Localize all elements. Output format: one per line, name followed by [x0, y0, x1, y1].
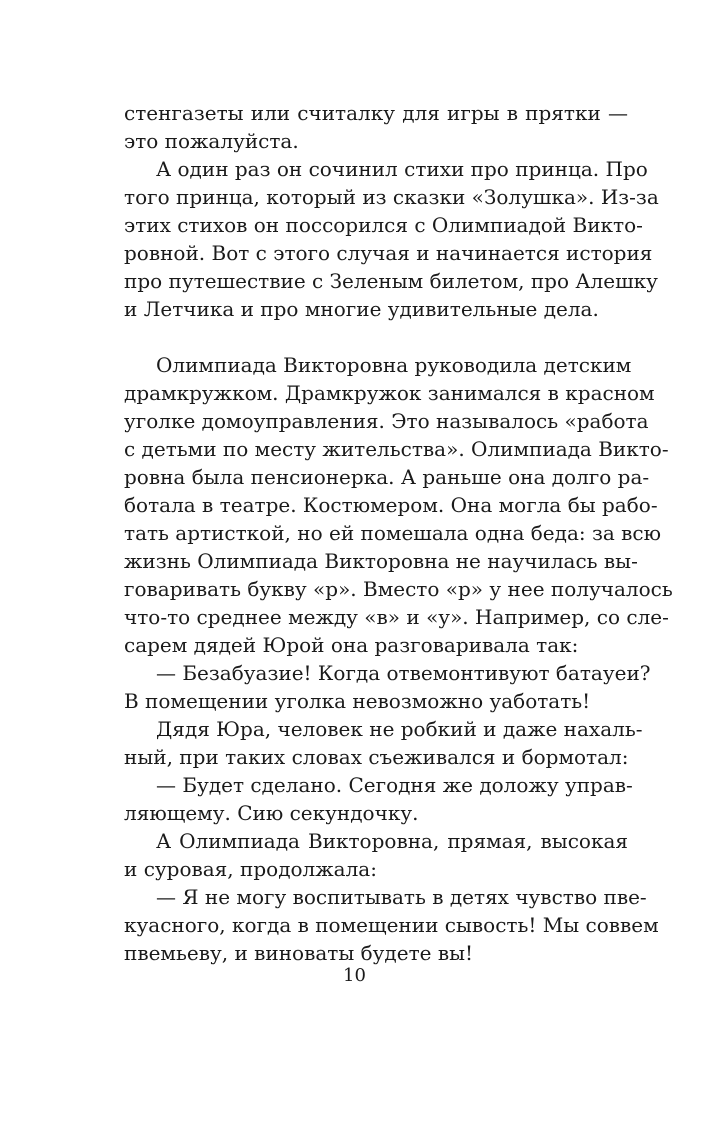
body-text — [124, 99, 673, 967]
text-line: — Безабуазие! Когда отвемонтивуют батауеи? — [156, 661, 651, 685]
text-line: что-то среднее между «в» и «у». Например, со сле- — [124, 605, 669, 629]
text-line: и Летчика и про многие удивительные дела. — [124, 297, 599, 321]
paragraph — [124, 715, 643, 771]
paragraph-gap — [124, 323, 628, 351]
text-line: это пожалуйста. — [124, 129, 299, 153]
text-line: жизнь Олимпиада Викторовна не научилась вы- — [124, 549, 638, 573]
text-line: пвемьеву, и виноваты будете вы! — [124, 941, 474, 965]
text-line: этих стихов он поссорился с Олимпиадой Викто- — [124, 213, 643, 237]
paragraph — [124, 155, 659, 323]
text-line: А один раз он сочинил стихи про принца. Про — [156, 157, 648, 181]
text-line: драмкружком. Драмкружок занимался в красном — [124, 381, 655, 405]
paragraph — [124, 883, 659, 967]
text-line: того принца, который из сказки «Золушка». Из-за — [124, 185, 659, 209]
text-line: ный, при таких словах съеживался и бормотал: — [124, 745, 629, 769]
text-line: ровна была пенсионерка. А раньше она долго ра- — [124, 465, 650, 489]
text-line: ровной. Вот с этого случая и начинается история — [124, 241, 653, 265]
text-line: ботала в театре. Костюмером. Она могла бы рабо- — [124, 493, 658, 517]
paragraph — [124, 351, 673, 659]
text-line: В помещении уголка невозможно уаботать! — [124, 689, 591, 713]
text-line: сарем дядей Юрой она разговаривала так: — [124, 633, 579, 657]
text-line: Дядя Юра, человек не робкий и даже нахаль- — [156, 717, 643, 741]
text-line: — Будет сделано. Сегодня же доложу управ- — [156, 773, 633, 797]
text-line: с детьми по месту жительства». Олимпиада Викто- — [124, 437, 669, 461]
text-line: про путешествие с Зеленым билетом, про Алешку — [124, 269, 658, 293]
text-line: стенгазеты или считалку для игры в прятки — — [124, 101, 628, 125]
paragraph — [124, 99, 628, 155]
text-line: А Олимпиада Викторовна, прямая, высокая — [156, 829, 628, 853]
page-number: 10 — [343, 965, 366, 986]
text-line: — Я не могу воспитывать в детях чувство пве- — [156, 885, 647, 909]
text-line: Олимпиада Викторовна руководила детским — [156, 353, 632, 377]
paragraph — [124, 771, 633, 827]
text-line: и суровая, продолжала: — [124, 857, 377, 881]
text-line: ляющему. Сию секундочку. — [124, 801, 419, 825]
text-line: тать артисткой, но ей помешала одна беда: за всю — [124, 521, 662, 545]
text-line: уголке домоуправления. Это называлось «работа — [124, 409, 649, 433]
paragraph — [124, 827, 628, 883]
text-line: говаривать букву «р». Вместо «р» у нее получалось — [124, 577, 673, 601]
paragraph — [124, 659, 651, 715]
text-line: куасного, когда в помещении сывость! Мы соввем — [124, 913, 659, 937]
